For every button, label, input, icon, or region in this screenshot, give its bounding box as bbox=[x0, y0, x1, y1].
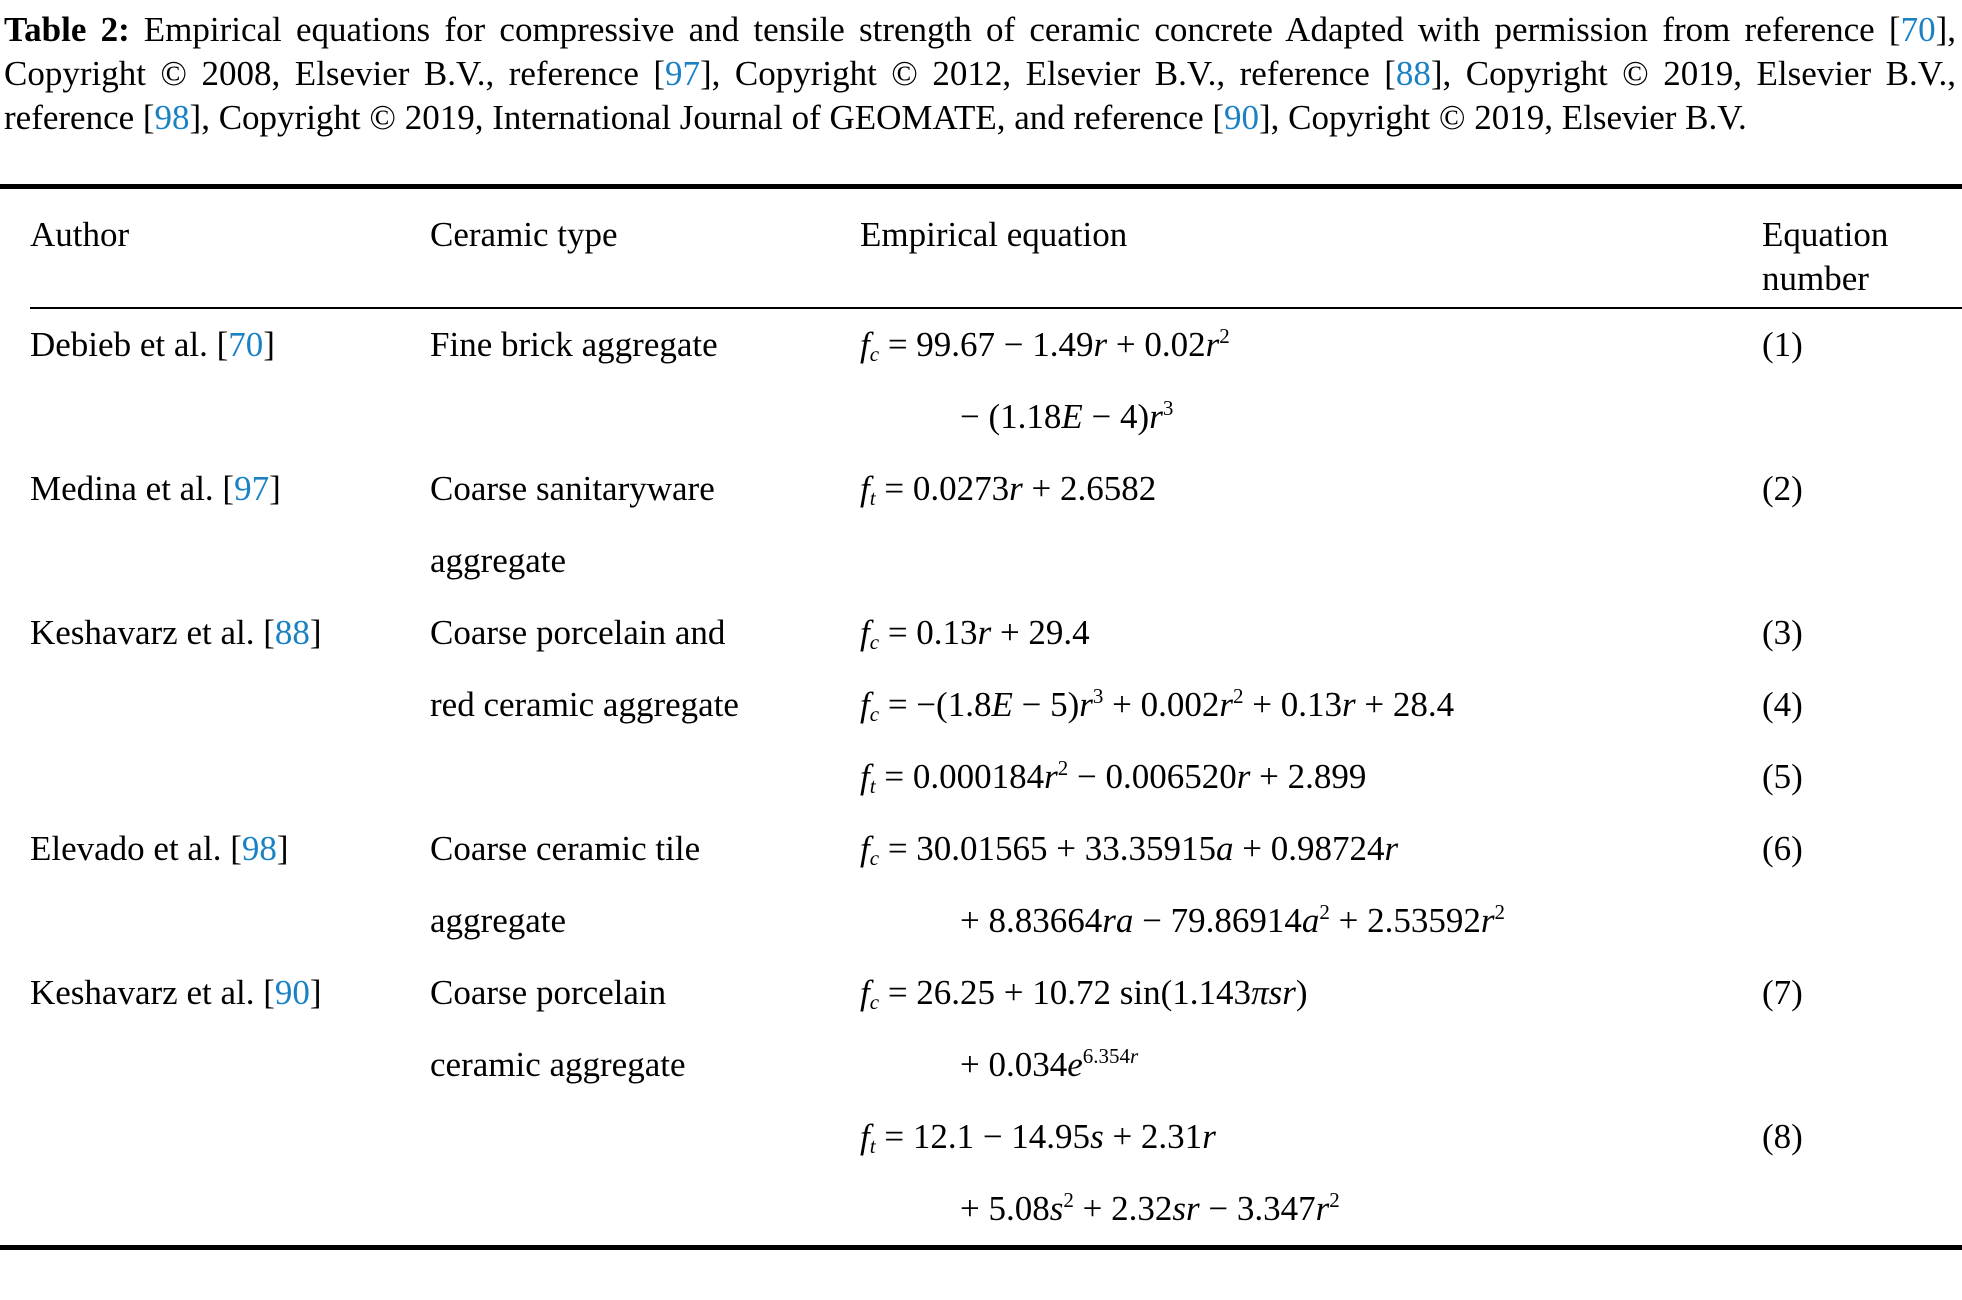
reference-link[interactable]: 98 bbox=[241, 829, 277, 868]
ceramic-type-cell bbox=[430, 453, 860, 597]
ceramic-type-line: Coarse sanitaryware bbox=[430, 469, 715, 508]
equation-group bbox=[860, 309, 1962, 453]
author-cell: Elevado et al. [98] bbox=[30, 829, 289, 868]
equation-lines bbox=[860, 669, 1762, 741]
equation-line: + $5.08s^2 + 2.32sr - 3.347r^2$ bbox=[960, 1188, 1340, 1228]
table-row bbox=[30, 309, 1962, 453]
caption-text-segment: ], Copyright © 2019, International Journal of GEOMATE, and reference [ bbox=[189, 98, 1225, 137]
equation-line: $f_t = 0.0273r + 2.6582$ bbox=[860, 469, 1157, 511]
equations-cell bbox=[860, 309, 1962, 453]
equation-group bbox=[860, 741, 1962, 813]
ceramic-type-cell bbox=[430, 309, 860, 453]
reference-link[interactable]: 70 bbox=[1900, 10, 1936, 49]
caption-text-segment: ], Copyright © 2012, Elsevier B.V., reference [ bbox=[700, 54, 1396, 93]
equation-number: (3) bbox=[1762, 613, 1803, 652]
reference-link[interactable]: 98 bbox=[154, 98, 190, 137]
equation-number: (8) bbox=[1762, 1117, 1803, 1156]
ceramic-type-line: ceramic aggregate bbox=[430, 1045, 686, 1084]
equations-cell bbox=[860, 957, 1962, 1245]
equation-group bbox=[860, 957, 1962, 1101]
table-row bbox=[30, 597, 1962, 813]
ceramic-type-line: Coarse porcelain and bbox=[430, 613, 726, 652]
equation-line: $f_c = -(1.8E - 5)r^3 + 0.002r^2 + 0.13r + 28.4$ bbox=[860, 684, 1455, 727]
equation-lines bbox=[860, 957, 1762, 1101]
table-body bbox=[30, 309, 1962, 1245]
equations-cell bbox=[860, 597, 1962, 813]
equation-group bbox=[860, 597, 1962, 669]
author-cell: Medina et al. [97] bbox=[30, 469, 281, 508]
author-cell: Keshavarz et al. [90] bbox=[30, 973, 322, 1012]
header-equation-columns bbox=[860, 213, 1962, 301]
table-row bbox=[30, 453, 1962, 597]
author-cell: Debieb et al. [70] bbox=[30, 325, 275, 364]
equation-line: $f_t = 0.000184r^2 - 0.006520r + 2.899$ bbox=[860, 756, 1367, 799]
equation-group bbox=[860, 669, 1962, 741]
table-row bbox=[30, 813, 1962, 957]
ceramic-type-line: red ceramic aggregate bbox=[430, 685, 739, 724]
equations-table bbox=[0, 184, 1962, 1250]
table-row bbox=[30, 957, 1962, 1245]
table-caption-text bbox=[4, 10, 1956, 137]
equation-number: (4) bbox=[1762, 685, 1803, 724]
col-header-author: Author bbox=[30, 215, 130, 254]
reference-link[interactable]: 70 bbox=[228, 325, 264, 364]
col-header-equation-number-line: Equation bbox=[1762, 215, 1889, 254]
equation-number: (5) bbox=[1762, 757, 1803, 796]
reference-link[interactable]: 97 bbox=[665, 54, 700, 93]
equation-group bbox=[860, 813, 1962, 957]
equation-lines bbox=[860, 309, 1762, 453]
equation-number: (6) bbox=[1762, 829, 1803, 868]
col-header-empirical-equation: Empirical equation bbox=[860, 215, 1128, 254]
col-header-equation-number bbox=[1762, 213, 1962, 301]
equation-lines bbox=[860, 813, 1762, 957]
caption-text-segment: ], Copyright © 2019, Elsevier B.V., reference [ bbox=[4, 54, 1956, 137]
table-caption-label: Table 2: bbox=[4, 10, 130, 49]
equation-lines bbox=[860, 741, 1762, 813]
equation-line: $f_c = 99.67 - 1.49r + 0.02r^2$ bbox=[860, 324, 1230, 367]
reference-link[interactable]: 90 bbox=[1224, 98, 1260, 137]
caption-text-segment: ], Copyright © 2008, Elsevier B.V., reference [ bbox=[4, 10, 1956, 93]
reference-link[interactable]: 88 bbox=[1395, 54, 1431, 93]
equation-line: $f_c = 30.01565 + 33.35915a + 0.98724r$ bbox=[860, 829, 1399, 871]
equation-lines bbox=[860, 453, 1762, 525]
equation-line: − $(1.18E - 4)r^3$ bbox=[960, 396, 1174, 436]
ceramic-type-line: aggregate bbox=[430, 901, 567, 940]
ceramic-type-cell bbox=[430, 597, 860, 813]
ceramic-type-line: Fine brick aggregate bbox=[430, 325, 718, 364]
equation-group bbox=[860, 1101, 1962, 1245]
reference-link[interactable]: 90 bbox=[274, 973, 310, 1012]
col-header-equation-number-line: number bbox=[1762, 259, 1869, 298]
table-header-row bbox=[30, 189, 1962, 309]
equation-line: + $0.034e^{6.354r}$ bbox=[960, 1044, 1139, 1084]
equation-lines bbox=[860, 597, 1762, 669]
equation-number: (7) bbox=[1762, 973, 1803, 1012]
col-header-ceramic-type: Ceramic type bbox=[430, 215, 618, 254]
equation-line: $f_c = 26.25 + 10.72$ sin(1.143πsr) bbox=[860, 973, 1308, 1015]
ceramic-type-line: Coarse ceramic tile bbox=[430, 829, 701, 868]
equation-line: + $8.83664ra - 79.86914a^2 + 2.53592r^2$ bbox=[960, 900, 1505, 940]
author-cell: Keshavarz et al. [88] bbox=[30, 613, 322, 652]
table-caption bbox=[4, 8, 1956, 140]
equation-number: (2) bbox=[1762, 469, 1803, 508]
equation-line: $f_c = 0.13r + 29.4$ bbox=[860, 613, 1090, 655]
ceramic-type-line: Coarse porcelain bbox=[430, 973, 667, 1012]
equation-group bbox=[860, 453, 1962, 525]
caption-text-segment: Empirical equations for compressive and tensile strength of ceramic concrete Adapted with permission from reference [ bbox=[143, 10, 1901, 49]
reference-link[interactable]: 97 bbox=[234, 469, 270, 508]
caption-text-segment: ], Copyright © 2019, Elsevier B.V. bbox=[1259, 98, 1747, 137]
equation-number: (1) bbox=[1762, 325, 1803, 364]
equations-cell bbox=[860, 813, 1962, 957]
reference-link[interactable]: 88 bbox=[274, 613, 310, 652]
equation-lines bbox=[860, 1101, 1762, 1245]
equations-cell bbox=[860, 453, 1962, 597]
ceramic-type-line: aggregate bbox=[430, 541, 567, 580]
ceramic-type-cell bbox=[430, 813, 860, 957]
equation-line: $f_t = 12.1 - 14.95s + 2.31r$ bbox=[860, 1117, 1216, 1159]
ceramic-type-cell bbox=[430, 957, 860, 1245]
